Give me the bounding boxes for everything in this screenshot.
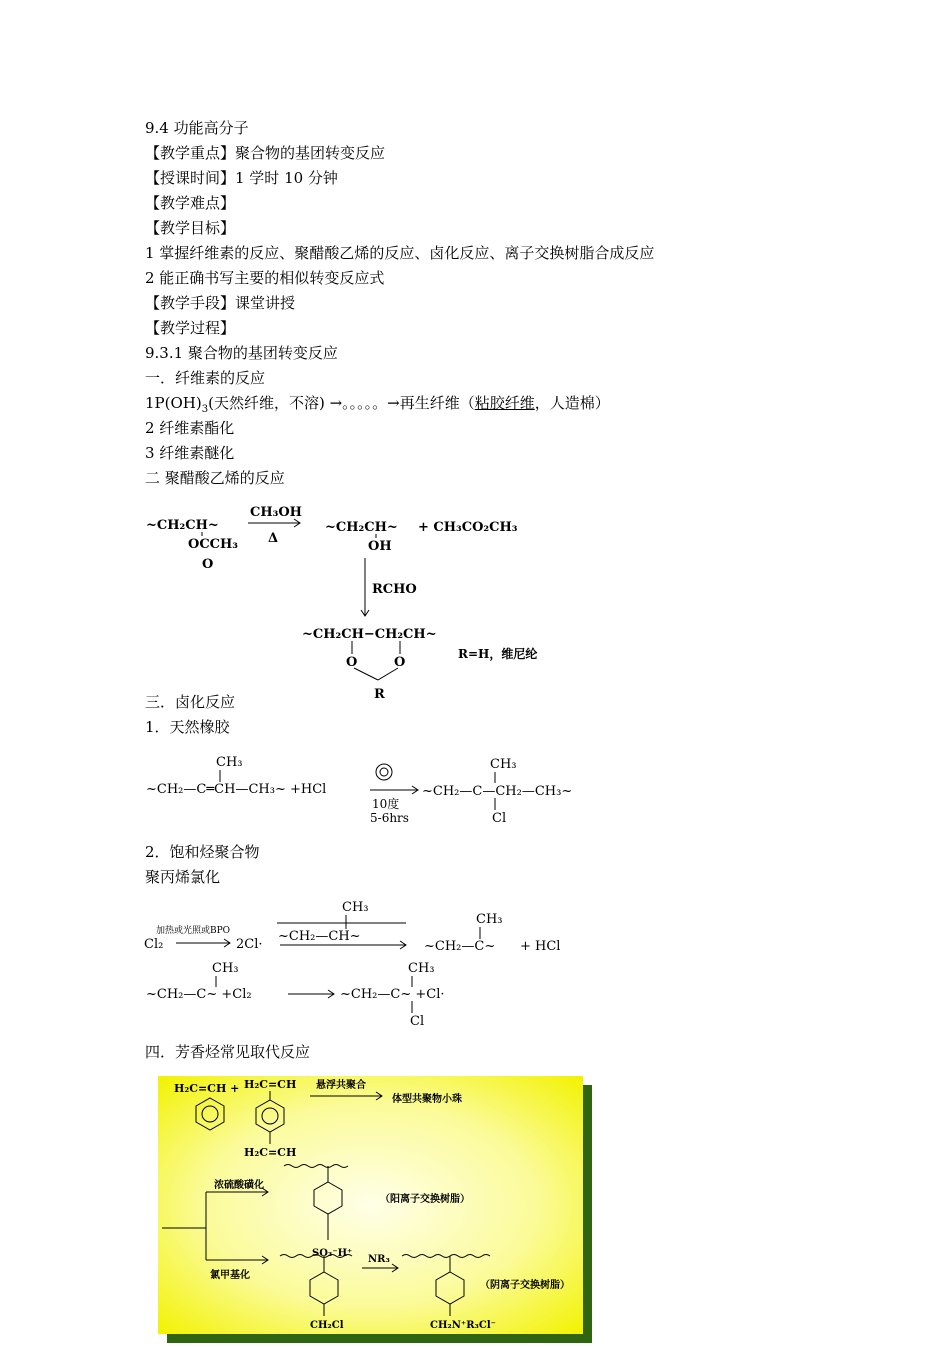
dvb-top-label: H₂C=CH (244, 1078, 297, 1091)
heat-symbol: Δ (268, 531, 279, 546)
vinylon-note: R=H，维尼纶 (458, 647, 538, 661)
objective-1: 1 掌握纤维素的反应、聚醋酸乙烯的反应、卤化反应、离子交换树脂合成反应 (145, 244, 655, 262)
benzene-ring-inner (380, 768, 388, 776)
product-chain: ~CH₂—C—CH₂—CH₃~ (422, 784, 573, 799)
pp-ch3-4: CH₃ (408, 961, 435, 976)
sulfonation-label: 浓硫酸磺化 (214, 1180, 264, 1191)
chloromethyl-group: CH₂Cl (310, 1320, 344, 1331)
cellulose-item-3: 3 纤维素醚化 (145, 444, 235, 462)
styrene-benzene-icon (196, 1098, 224, 1130)
formula-end: ，人造棉） (534, 394, 610, 412)
rubber-condition-time: 5-6hrs (370, 811, 409, 825)
pva-hydroxyl: OH (368, 539, 392, 554)
objective-2: 2 能正确书写主要的相似转变反应式 (145, 269, 385, 287)
hcl-byproduct: + HCl (520, 939, 561, 954)
rubber-reaction-scheme (140, 748, 620, 830)
acetal-o-left: O (346, 655, 358, 670)
pp-cl-4: Cl (410, 1014, 425, 1029)
teaching-objectives: 【教学目标】 (145, 219, 236, 237)
dvb-benzene-icon (256, 1100, 284, 1132)
resin2-benzene-icon (310, 1272, 338, 1304)
saturated-polymer-heading: 2．饱和烃聚合物 (145, 843, 260, 861)
halogenation-heading: 三．卤化反应 (145, 693, 236, 711)
pp-ch3-2: CH₃ (476, 912, 503, 927)
anion-exchange-resin-label: （阴离子交换树脂） (480, 1280, 570, 1291)
methyl-acetate-byproduct: + CH₃CO₂CH₃ (418, 520, 518, 535)
initiation-condition: 加热或光照或BPO (156, 926, 231, 936)
viscose-fiber-underlined: 粘胶纤维 (474, 394, 535, 412)
dvb-ring-circle (262, 1108, 278, 1124)
cellulose-heading: 一．纤维素的反应 (145, 369, 266, 387)
pvac-reaction-scheme (140, 498, 600, 708)
rcho-reagent: RCHO (372, 582, 417, 597)
quaternary-ammonium-group: CH₂N⁺R₃Cl⁻ (430, 1320, 496, 1331)
pvac-ester-group: OCCH₃ (188, 537, 238, 552)
class-time: 【授课时间】1 学时 10 分钟 (145, 169, 338, 187)
formula-mid: (天然纤维，不溶) →。。。。。→再生纤维（ (208, 394, 475, 412)
product-ch3: CH₃ (490, 757, 517, 772)
rubber-chain: ~CH₂—C═CH—CH₃~ +HCl (146, 782, 327, 797)
chloromethylation-label: 氯甲基化 (210, 1270, 250, 1281)
dvb-bottom-label: H₂C=CH (244, 1146, 297, 1159)
pva-product: ~CH₂CH~ (325, 520, 398, 535)
cation-exchange-resin-label: （阳离子交换树脂） (380, 1194, 470, 1205)
pp-chain-1: ~CH₂—CH~ (278, 929, 361, 944)
formula-start: 1P(OH) (145, 394, 202, 412)
pp-chain-3: ~CH₂—C~ +Cl₂ (146, 987, 252, 1002)
suspension-polymerization-label: 悬浮共聚合 (316, 1080, 366, 1091)
cellulose-item-1 (145, 393, 610, 420)
acetal-chain: ~CH₂CH−CH₂CH~ (302, 627, 437, 642)
section-title: 9.4 功能高分子 (145, 119, 249, 137)
resin3-benzene-icon (436, 1272, 464, 1304)
chlorine-radical: 2Cl· (236, 937, 263, 952)
aromatic-substitution-heading: 四．芳香烃常见取代反应 (145, 1043, 311, 1061)
natural-rubber-heading: 1．天然橡胶 (145, 718, 230, 736)
teaching-method: 【教学手段】课堂讲授 (145, 294, 296, 312)
pp-chlorination-scheme (140, 895, 590, 1035)
subsection-title: 9.3.1 聚合物的基团转变反应 (145, 344, 338, 362)
teaching-focus: 【教学重点】聚合物的基团转变反应 (145, 144, 386, 162)
pp-chlorination-heading: 聚丙烯氯化 (145, 868, 221, 886)
chlorine-molecule: Cl₂ (144, 937, 164, 952)
pp-chain-4: ~CH₂—C~ +Cl· (340, 987, 445, 1002)
polymer-backbone-wavy-1 (284, 1165, 348, 1168)
pvac-reactant: ~CH₂CH~ (146, 518, 219, 533)
pva-heading: 二 聚醋酸乙烯的反应 (145, 469, 285, 487)
teaching-difficulty: 【教学难点】 (145, 194, 236, 212)
benzene-solvent-icon (376, 764, 392, 780)
acetal-ring-left (354, 668, 378, 680)
rubber-ch3: CH₃ (216, 755, 243, 770)
ion-exchange-resin-diagram (158, 1076, 593, 1341)
polymer-backbone-wavy-3 (402, 1255, 490, 1258)
pp-ch3-1: CH₃ (342, 900, 369, 915)
copolymer-bead-label: 体型共聚物小珠 (392, 1094, 462, 1105)
amine-reagent-label: NR₃ (368, 1254, 390, 1265)
pp-chain-2: ~CH₂—C~ (424, 939, 496, 954)
acetal-r-group: R (374, 687, 385, 702)
product-cl: Cl (492, 811, 507, 826)
styrene-ring-circle (202, 1106, 218, 1122)
pp-ch3-3: CH₃ (212, 961, 239, 976)
styrene-label: H₂C=CH + (174, 1082, 240, 1095)
formula-subscript: 3 (201, 404, 209, 415)
pvac-carbonyl-o: O (202, 557, 214, 572)
teaching-process: 【教学过程】 (145, 319, 236, 337)
resin1-benzene-icon (314, 1182, 342, 1214)
acetal-ring-right (378, 668, 398, 680)
cellulose-item-2: 2 纤维素酯化 (145, 419, 235, 437)
rubber-condition-temp: 10度 (372, 797, 400, 811)
sulfonic-acid-group: SO₃⁻H⁺ (312, 1248, 353, 1259)
acetal-o-right: O (394, 655, 406, 670)
methanol-reagent: CH₃OH (250, 505, 302, 520)
